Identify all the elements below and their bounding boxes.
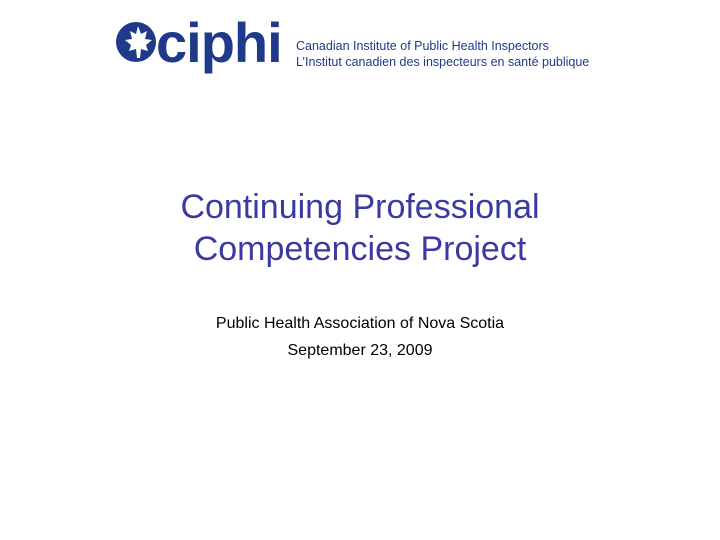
ciphi-logo xyxy=(112,11,612,80)
title-line-1: Continuing Professional xyxy=(180,188,540,226)
maple-leaf-icon xyxy=(112,20,156,64)
org-name-french: L’Institut canadien des inspecteurs en santé publique xyxy=(296,55,590,69)
org-name-english: Canadian Institute of Public Health Inspectors xyxy=(296,39,549,53)
logo-wordmark: ciphi xyxy=(156,11,282,74)
org-names xyxy=(296,38,589,70)
subtitle-line-2: September 23, 2009 xyxy=(287,342,433,359)
slide-title xyxy=(0,186,720,270)
subtitle-line-1: Public Health Association of Nova Scotia xyxy=(215,315,505,332)
slide-subtitle xyxy=(0,310,720,364)
title-line-2: Competencies Project xyxy=(193,230,527,268)
